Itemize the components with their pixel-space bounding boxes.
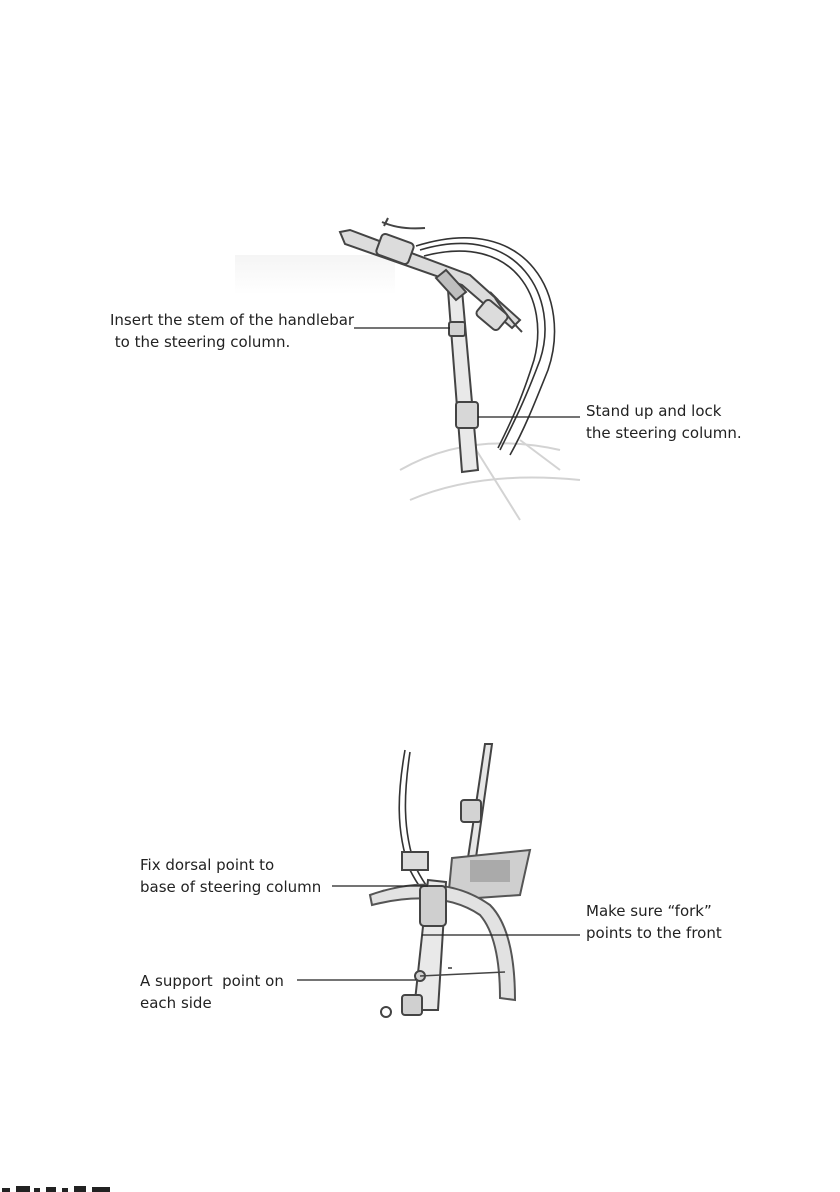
callout-insert-stem [110,309,354,353]
callout-stand-lock [586,400,742,444]
callout-fix-dorsal-line2: base of steering column [140,878,322,896]
handlebar-figure [0,0,840,560]
callout-fork-front [586,900,722,944]
callout-stand-lock-line1: Stand up and lock [586,402,722,420]
callout-support-point [140,970,284,1014]
callout-fork-front-line2: points to the front [586,924,722,942]
callout-fix-dorsal [140,854,321,898]
callout-support-point-line2: each side [140,994,212,1012]
callout-insert-stem-line1: Insert the stem of the handlebar [110,311,355,329]
callout-fork-front-line1: Make sure “fork” [586,902,712,920]
fork-figure [0,700,840,1060]
callout-stand-lock-line2: the steering column. [586,424,742,442]
callout-insert-stem-line2: to the steering column. [110,333,291,351]
fork-illustration [0,700,840,1060]
callout-fix-dorsal-line1: Fix dorsal point to [140,856,275,874]
handlebar-illustration [0,0,840,560]
callout-support-point-line1: A support point on [140,972,284,990]
footer-fragment [0,1184,140,1192]
